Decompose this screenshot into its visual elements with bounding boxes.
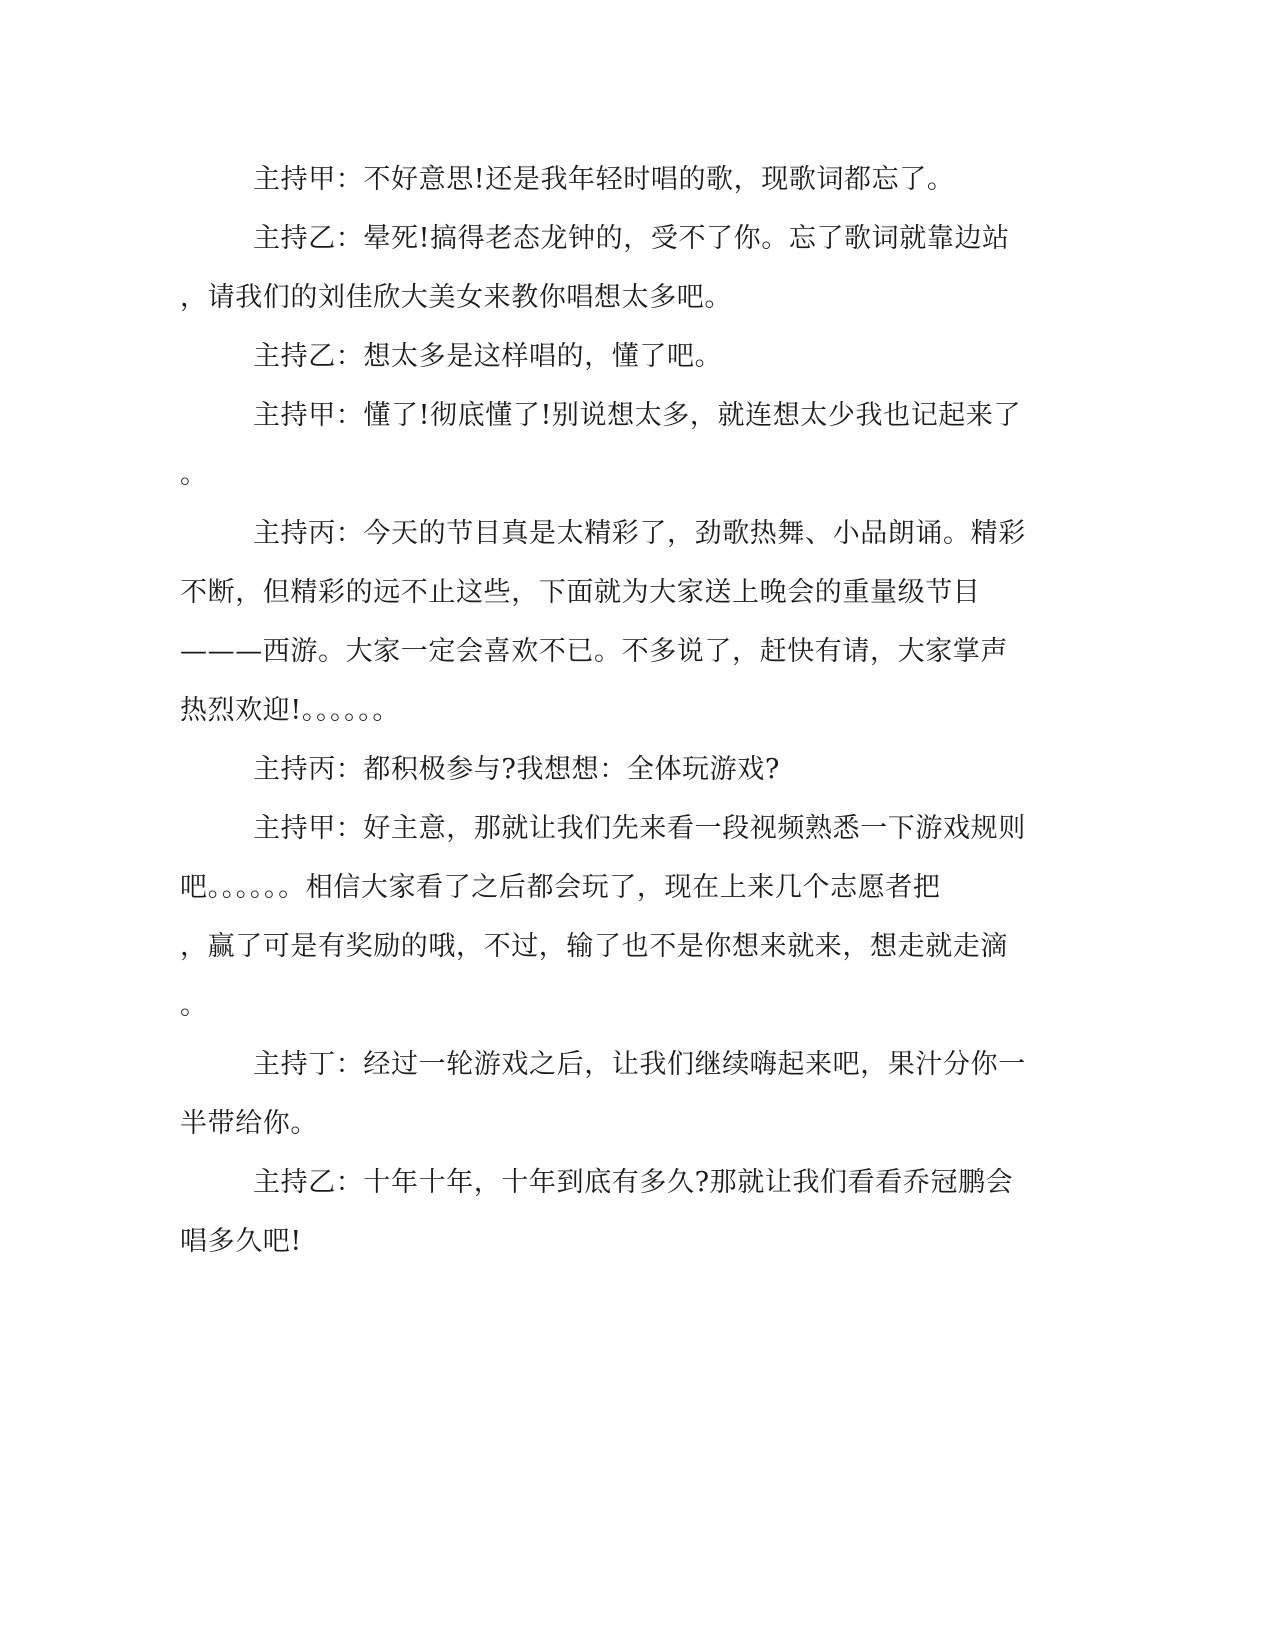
text-line: 热烈欢迎!。。。。。。 bbox=[180, 695, 400, 726]
text-line: 主持甲：好主意，那就让我们先来看一段视频熟悉一下游戏规则 bbox=[253, 813, 1026, 844]
text-line: 不断，但精彩的远不止这些，下面就为大家送上晚会的重量级节目 bbox=[180, 577, 981, 608]
text-line: 主持丙：今天的节目真是太精彩了，劲歌热舞、小品朗诵。精彩 bbox=[253, 518, 1026, 549]
text-line: 主持丁：经过一轮游戏之后，让我们继续嗨起来吧，果汁分你一 bbox=[253, 1049, 1026, 1080]
text-line: 半带给你。 bbox=[180, 1108, 318, 1139]
text-line: ，请我们的刘佳欣大美女来教你唱想太多吧。 bbox=[180, 282, 732, 313]
text-line: 。 bbox=[180, 459, 208, 490]
text-line: 主持乙：晕死!搞得老态龙钟的，受不了你。忘了歌词就靠边站 bbox=[253, 223, 1010, 254]
text-line: 。 bbox=[180, 990, 208, 1021]
text-line: 主持乙：十年十年，十年到底有多久?那就让我们看看乔冠鹏会 bbox=[253, 1167, 1014, 1198]
text-line: 主持乙：想太多是这样唱的，懂了吧。 bbox=[253, 341, 723, 372]
text-line: 唱多久吧! bbox=[180, 1226, 302, 1257]
text-line: 吧。。。。。。相信大家看了之后都会玩了，现在上来几个志愿者把 bbox=[180, 872, 941, 903]
text-line: 主持丙：都积极参与?我想想：全体玩游戏? bbox=[253, 754, 780, 785]
text-line: ———西游。大家一定会喜欢不已。不多说了，赶快有请，大家掌声 bbox=[180, 636, 1008, 667]
text-line: ，赢了可是有奖励的哦，不过，输了也不是你想来就来，想走就走滴 bbox=[180, 931, 1008, 962]
text-line: 主持甲：不好意思!还是我年轻时唱的歌，现歌词都忘了。 bbox=[253, 164, 955, 195]
text-line: 主持甲：懂了!彻底懂了!别说想太多，就连想太少我也记起来了 bbox=[253, 400, 1022, 431]
